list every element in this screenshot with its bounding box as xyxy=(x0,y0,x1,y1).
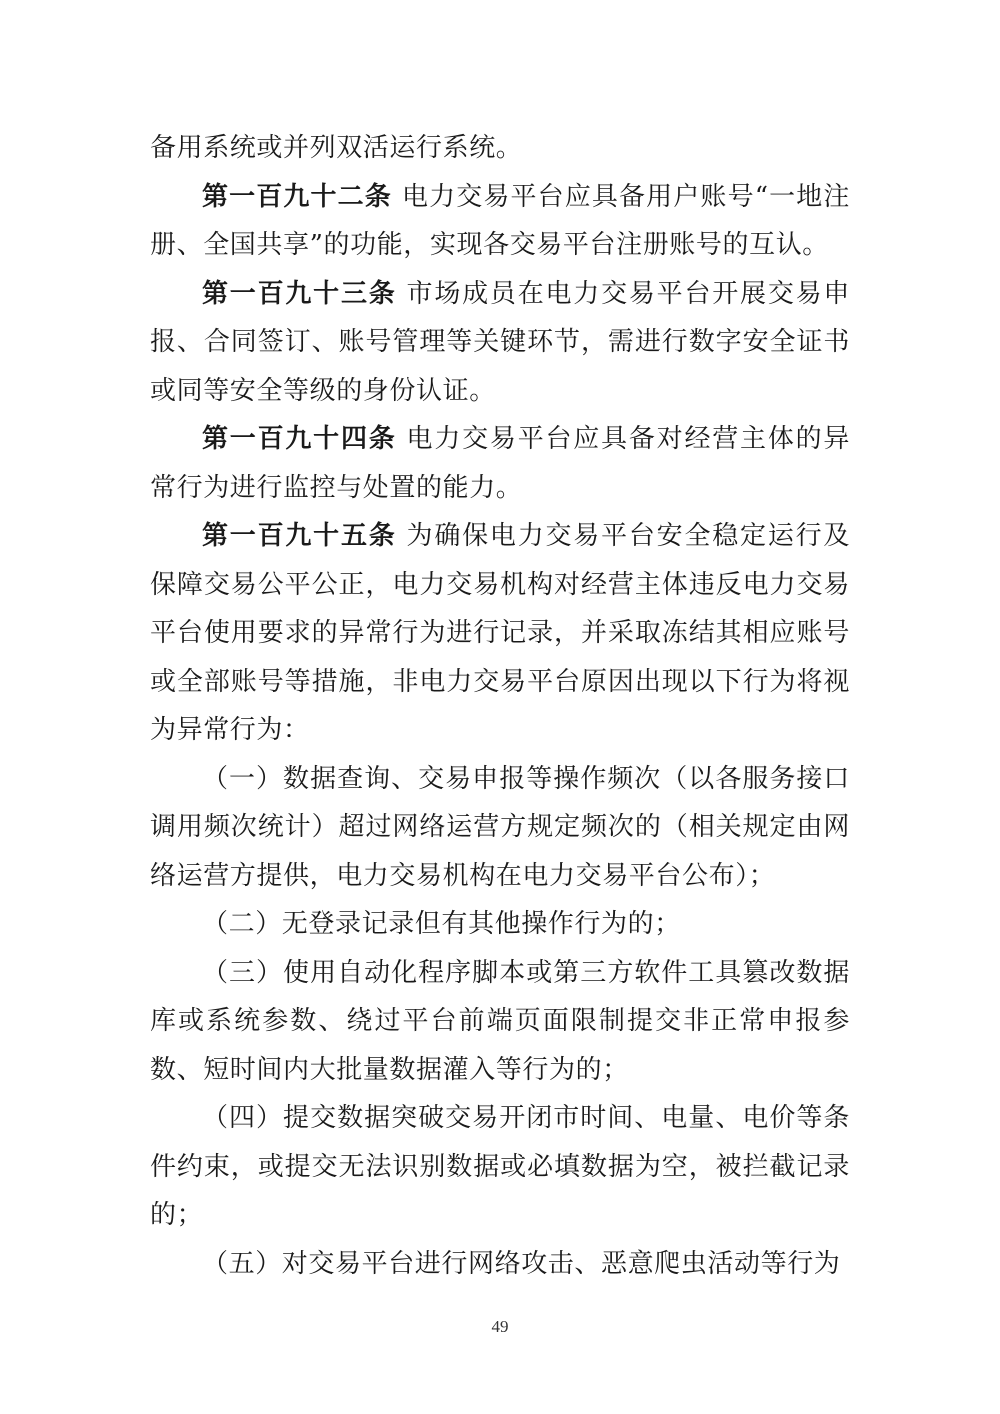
list-item-4 xyxy=(150,1094,850,1240)
list-item-text: （二）无登录记录但有其他操作行为的； xyxy=(202,909,681,939)
list-item-text: （五）对交易平台进行网络攻击、恶意爬虫活动等行为 xyxy=(202,1248,841,1279)
list-item-1 xyxy=(150,755,850,901)
list-item-5 xyxy=(150,1240,850,1289)
article-heading: 第一百九十五条 xyxy=(202,521,397,551)
article-195 xyxy=(150,512,850,755)
article-192 xyxy=(150,173,850,270)
article-heading: 第一百九十二条 xyxy=(202,181,392,212)
list-item-text: （三）使用自动化程序脚本或第三方软件工具篡改数据库或系统参数、绕过平台前端页面限制提交非正常申报参数、短时间内大批量数据灌入等行为的； xyxy=(150,957,850,1085)
article-text: 市场成员在电力交易平台开展交易申报、合同签订、账号管理等关键环节，需进行数字安全证书或同等安全等级的身份认证。 xyxy=(150,278,851,406)
article-text: 电力交易平台应具备用户账号“一地注册、全国共享”的功能，实现各交易平台注册账号的互认。 xyxy=(150,181,850,260)
article-heading: 第一百九十四条 xyxy=(202,424,397,454)
page-number: 49 xyxy=(491,1317,509,1336)
list-item-text: （四）提交数据突破交易开闭市时间、电量、电价等条件约束，或提交无法识别数据或必填数据为空，被拦截记录的； xyxy=(150,1103,850,1230)
list-item-text: （一）数据查询、交易申报等操作频次（以各服务接口调用频次统计）超过网络运营方规定频次的（相关规定由网络运营方提供，电力交易机构在电力交易平台公布）； xyxy=(150,763,850,891)
document-body xyxy=(150,124,850,1288)
paragraph-text: 备用系统或并列双活运行系统。 xyxy=(150,133,523,163)
article-text: 电力交易平台应具备对经营主体的异常行为进行监控与处置的能力。 xyxy=(150,424,851,503)
list-item-3 xyxy=(150,949,850,1095)
article-heading: 第一百九十三条 xyxy=(202,278,397,309)
list-item-2 xyxy=(150,900,850,949)
article-text: 为确保电力交易平台安全稳定运行及保障交易公平公正，电力交易机构对经营主体违反电力交易平台使用要求的异常行为进行记录，并采取冻结其相应账号或全部账号等措施，非电力交易平台原因出现以下行为将视为异常行为： xyxy=(150,521,851,745)
article-193 xyxy=(150,270,850,416)
paragraph-continuation xyxy=(150,124,850,173)
article-194 xyxy=(150,415,850,512)
